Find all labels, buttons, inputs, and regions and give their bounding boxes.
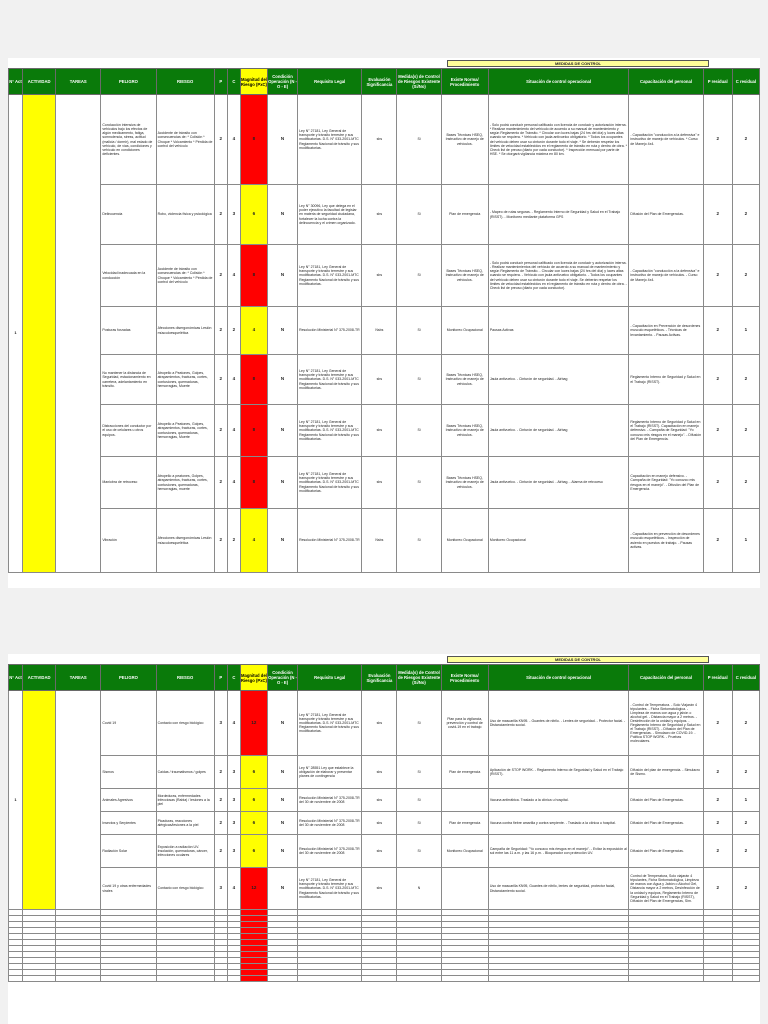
condicion-cell: N [267,789,297,812]
capacitacion-cell: - Capacitación "conducción a la defensiva" e instructivo de manejo de vehículos. - Curso de Manejo 4x4. [629,245,703,307]
requisito-cell: Ley N° 28551 Ley que establece la obligación de elaborar y presentar planes de contingencia [298,756,362,789]
existe-cell: Plan para la vigilancia, prevención y control de covid-19 en el trabajo [441,691,488,756]
magnitud-cell: 6 [240,756,267,789]
c-residual-cell: 2 [732,812,759,835]
p-cell: 2 [214,457,227,509]
p-residual-cell: 2 [703,245,732,307]
p-cell: 3 [214,868,227,910]
p-cell: 2 [214,789,227,812]
empty-cell [629,976,703,982]
empty-cell [267,976,297,982]
capacitacion-cell: Difusión del Plan de Emergencias. [629,789,703,812]
activity-index: 1 [9,95,23,573]
medidas-cell: Si [397,245,441,307]
c-residual-cell: 2 [732,691,759,756]
condicion-cell: N [267,835,297,868]
condicion-cell: N [267,868,297,910]
evaluacion-cell: sbs [362,245,397,307]
risk-matrix-table-2 [8,664,760,982]
situacion-cell: Jaula antivuelco. - Cinturón de seguridad. - Airbag [488,355,629,405]
empty-cell [298,976,362,982]
riesgo-cell: Atropello a peatones, Golpes, atrapamientos, fracturas, cortes, contusiones, quemaduras, hemorragias, muerte [156,457,214,509]
col-peligro: PELIGRO [101,69,156,95]
c-cell: 4 [227,245,240,307]
empty-cell [9,976,23,982]
existe-cell [441,789,488,812]
c-residual-cell: 2 [732,95,759,185]
activity-cell [23,95,56,573]
situacion-cell: Aplicación de STOP WORK. - Reglamento Interno de Seguridad y Salud en el Trabajo (RISST). [488,756,629,789]
requisito-cell: Resolución Ministerial N° 375-2008-TR del 30 de noviembre de 2008 [298,835,362,868]
c-residual-cell: 1 [732,789,759,812]
table-row [9,509,760,573]
evaluacion-cell: sbs [362,691,397,756]
condicion-cell: N [267,405,297,457]
requisito-cell: Resolución Ministerial N° 375-2008-TR [298,509,362,573]
situacion-cell: Vacuna contra fiebre amarilla y contra serpiente. - Traslado a la clínica u hospital. [488,812,629,835]
riesgo-cell: Mordeduras, enfermedades infecciosas (Rabia) / lesiones a la piel [156,789,214,812]
medidas-cell: Si [397,835,441,868]
medidas-cell: N [397,868,441,910]
p-cell: 2 [214,307,227,355]
evaluacion-cell: sbs [362,835,397,868]
capacitacion-cell: Reglamento Interno de Seguridad y Salud en el Trabajo (RISST). Capacitación en manejo defensivo. - Campaña de Seguridad: "Yo conozco mis riesgos en el manejo". - Difusión del Plan de Emergencia. [629,405,703,457]
existe-cell: Monitoreo Ocupacional [441,509,488,573]
peligro-cell: Distracciones del conductor por el uso de celulares u otros equipos. [101,405,156,457]
medidas-cell: Si [397,691,441,756]
c-cell: 2 [227,509,240,573]
empty-cell [240,976,267,982]
capacitacion-cell: Capacitación en manejo defensivo. - Campaña de Seguridad: "Yo conozco mis riesgos en el manejo". - Difusión del Plan de Emergencia. [629,457,703,509]
empty-cell [488,976,629,982]
table-row [9,95,760,185]
situacion-cell: - Solo podrá conducir personal calificado con licencia de conducir y autorización interna. * Realizar mantenimiento del vehículo de acuerdo a su manual de mantenimiento y según Reglamento de Tránsito. * Circular con luces bajas (24 hrs del día) y luces altas cuando se requiera. * Vehículo con jaula antivuelco obligatorio. * Todos los ocupantes del vehículo deben usar su cinturón durante todo el viaje. * Se deberán respetar los límites de velocidad establecidos en el reglamento de tránsito en ruta y dentro de obra. * Check list de preuso (diario por cada conductor). * Inspección mensual por parte de HSE. * Se otorgará vigilancia máxima en 80 km. [488,95,629,185]
peligro-cell: Posturas forzadas [101,307,156,355]
medidas-cell: Si [397,457,441,509]
peligro-cell: Conducción intensiva de vehículos bajo los efectos de algún medicamento, fatiga, somnolencia, stress, actitud (malicia / dormir), mal estado de vehículo, de vías, condiciones y vehículo en condiciones deficientes. [101,95,156,185]
c-residual-cell: 2 [732,405,759,457]
magnitud-cell: 8 [240,405,267,457]
peligro-cell: Vibración [101,509,156,573]
medidas-cell: Si [397,355,441,405]
table-row [9,835,760,868]
magnitud-cell: 8 [240,457,267,509]
p-cell: 3 [214,691,227,756]
c-residual-cell: 2 [732,756,759,789]
peligro-cell: Sismos [101,756,156,789]
requisito-cell: Resolución Ministerial N° 375-2008-TR del 30 de noviembre de 2008 [298,812,362,835]
magnitud-cell: 12 [240,868,267,910]
requisito-cell: Ley N° 27181, Ley General de transporte y tránsito terrestre y sus modificatorias. D.S. N° 033-2001-MTC Reglamento Nacional de tránsito y sus modificatorias. [298,457,362,509]
requisito-cell: Resolución Ministerial N° 375-2008-TR [298,307,362,355]
medidas-cell: Si [397,756,441,789]
medidas-cell: Si [397,405,441,457]
col-medidas: Medida(s) de Control de Riesgos Existente (Si/No) [397,69,441,95]
col-peligro: PELIGRO [101,665,156,691]
p-residual-cell: 2 [703,307,732,355]
evaluacion-cell: sbs [362,789,397,812]
riesgo-cell: Contacto con riesgo biológico [156,691,214,756]
existe-cell: Bases Técnicas HSEQ, Instructivo de manejo de vehículos. [441,245,488,307]
empty-cell [23,976,56,982]
situacion-cell: Vacuna antirrábica. Traslado a la clínica u hospital. [488,789,629,812]
condicion-cell: N [267,185,297,245]
p-cell: 2 [214,756,227,789]
peligro-cell: Covid 19 [101,691,156,756]
situacion-cell: - Mapeo de rutas seguras. - Reglamento Interno de Seguridad y Salud en el Trabajo (RISST). - Monitoreo mediante plataforma GPS [488,185,629,245]
capacitacion-cell: Difusión del plan de emergencia. - Simulacro de Sismo. [629,756,703,789]
peligro-cell: Insectos y Serpientes [101,812,156,835]
col-actividad: ACTIVIDAD [23,665,56,691]
c-residual-cell: 2 [732,868,759,910]
situacion-cell: - Solo podrá conducir personal calificado con licencia de conducir y autorización interna. - Realizar mantenimientos del vehículo de acuerdo a su manual de mantenimiento y según Reglamento de Tránsito. - Circular con luces bajas (24 hrs del día) y luces altas cuando se requiera. - Vehículo con jaula antivuelco obligatorio. - Todos los ocupantes del vehículo deben usar su cinturón durante todo el viaje. Se deberán respetar los límites de velocidad establecidos en el reglamento de tránsito en ruta y dentro de obra. - Check list de preuso (diario por cada conductor). [488,245,629,307]
c-cell: 3 [227,789,240,812]
c-residual-cell: 2 [732,355,759,405]
magnitud-cell: 8 [240,355,267,405]
empty-cell [441,976,488,982]
existe-cell: Plan de emergencia [441,812,488,835]
medidas-cell: Si [397,185,441,245]
evaluacion-cell: sbs [362,868,397,910]
situacion-cell: Jaula antivuelco. - Cinturón de seguridad. - Airbag. - Alarma de retroceso [488,457,629,509]
c-cell: 4 [227,95,240,185]
header-row [9,69,760,95]
header-row-2 [9,665,760,691]
p-residual-cell: 2 [703,789,732,812]
p-residual-cell: 2 [703,457,732,509]
table-row [9,405,760,457]
table-row [9,307,760,355]
c-cell: 3 [227,812,240,835]
capacitacion-cell: - Control de Temperatura. - Solo Viajarán 4 tripulantes. - Ficha Sintomatológica. - Limpieza de manos con agua y jabón o alcohol gel. - Distancia mayor a 2 metros. - Desinfección de la unidad y equipos. - Reglamento Interno de Seguridad y Salud en el Trabajo (RISST). - Difusión del Plan de Emergencias. - Simulacro de COVID-19. - Política STOP WORK. - Pruebas moleculares. [629,691,703,756]
col-requisito: Requisito Legal [298,69,362,95]
existe-cell: Monitoreo Ocupacional [441,835,488,868]
col-requisito: Requisito Legal [298,665,362,691]
p-cell: 2 [214,355,227,405]
col-existe: Existe Norma/ Procedimiento [441,665,488,691]
table-row [9,812,760,835]
table-row [9,355,760,405]
peligro-cell: Covid 19 y otras enfermedades virales [101,868,156,910]
evaluacion-cell: sbs [362,95,397,185]
riesgo-cell: Exposición a radiación UV. Insolación, quemaduras, cáncer, infecciones oculares [156,835,214,868]
table-row [9,457,760,509]
medidas-cell: Si [397,509,441,573]
magnitud-cell: 12 [240,691,267,756]
condicion-cell: N [267,509,297,573]
col-magnitud: Magnitud del Riesgo (PxC) [240,69,267,95]
tasks-cell [56,691,101,910]
c-cell: 4 [227,457,240,509]
c-residual-cell: 1 [732,509,759,573]
c-residual-cell: 2 [732,835,759,868]
col-c-residual: C residual [732,69,759,95]
p-residual-cell: 2 [703,509,732,573]
table-row [9,756,760,789]
existe-cell [441,868,488,910]
condicion-cell: N [267,691,297,756]
p-residual-cell: 2 [703,868,732,910]
situacion-cell: Jaula antivuelco. - Cinturón de seguridad. - Airbag [488,405,629,457]
sheet-page-2 [8,654,760,1024]
empty-cell [397,976,441,982]
requisito-cell: Resolución Ministerial N° 375-2008-TR del 30 de noviembre de 2008 [298,789,362,812]
c-cell: 2 [227,307,240,355]
evaluacion-cell: Nsbs [362,307,397,355]
condicion-cell: N [267,95,297,185]
p-residual-cell: 2 [703,835,732,868]
c-cell: 4 [227,868,240,910]
evaluacion-cell: sbs [362,185,397,245]
condicion-cell: N [267,812,297,835]
requisito-cell: Ley N° 27181, Ley General de transporte y tránsito terrestre y sus modificatorias. D.S. N° 033-2001-MTC Reglamento Nacional de tránsito y sus modificatorias. [298,355,362,405]
requisito-cell: Ley N° 27181, Ley General de transporte y tránsito terrestre y sus modificatorias. D.S. N° 033-2001-MTC Reglamento Nacional de tránsito y sus modificatorias. [298,405,362,457]
p-cell: 2 [214,812,227,835]
magnitud-cell: 6 [240,835,267,868]
c-cell: 3 [227,185,240,245]
peligro-cell: No mantener la distancia de Seguridad, estacionamiento en carretera, adelantamiento en tránsito. [101,355,156,405]
capacitacion-cell: Reglamento Interno de Seguridad y Salud en el Trabajo (RISST). [629,355,703,405]
magnitud-cell: 8 [240,95,267,185]
situacion-cell: Campaña de Seguridad: "Yo conozco mis riesgos en el manejo". - Evitar la exposición al sol entre las 11 a.m. y las 16 p.m. - Bloqueador con protección UV. [488,835,629,868]
condicion-cell: N [267,355,297,405]
col-capacitacion: Capacitación del personal [629,69,703,95]
empty-cell [56,976,101,982]
existe-cell: Bases Técnicas HSEQ, Instructivo de manejo de vehículos. [441,405,488,457]
evaluacion-cell: Nsbs [362,509,397,573]
c-cell: 3 [227,835,240,868]
requisito-cell: Ley N° 27181, Ley General de transporte y tránsito terrestre y sus modificatorias. D.S. N° 033-2001-MTC Reglamento Nacional de tránsito y sus modificatorias. [298,868,362,910]
p-residual-cell: 2 [703,691,732,756]
p-cell: 2 [214,509,227,573]
evaluacion-cell: sbs [362,457,397,509]
requisito-cell: Ley N° 27181, Ley General de transporte y tránsito terrestre y sus modificatorias. D.S. N° 033-2001-MTC Reglamento Nacional de tránsito y sus modificatorias. [298,691,362,756]
magnitud-cell: 4 [240,307,267,355]
p-cell: 2 [214,245,227,307]
existe-cell: Bases Técnicas HSEQ, Instructivo de manejo de vehículos. [441,95,488,185]
col-p: P [214,69,227,95]
c-residual-cell: 1 [732,307,759,355]
evaluacion-cell: sbs [362,355,397,405]
col-riesgo: RIESGO [156,69,214,95]
magnitud-cell: 8 [240,245,267,307]
riesgo-cell: Atropello a Peatones, Golpes, atrapamientos, fracturas, cortes, contusiones, quemaduras, hemorragias, Muerte [156,405,214,457]
empty-cell [156,976,214,982]
col-situacion: Situación de control operacional [488,69,629,95]
col-c-residual: C residual [732,665,759,691]
col-tareas: TAREAS [56,69,101,95]
c-cell: 4 [227,355,240,405]
existe-cell: Monitoreo Ocupacional [441,307,488,355]
riesgo-cell: Atropello a Peatones, Golpes, atrapamientos, fracturas, cortes, contusiones, quemaduras, hemorragias, Muerte [156,355,214,405]
medidas-cell: Si [397,95,441,185]
riesgo-cell: Caídas / traumatismos / golpes [156,756,214,789]
col-riesgo: RIESGO [156,665,214,691]
requisito-cell: Ley N° 27181, Ley General de transporte y tránsito terrestre y sus modificatorias. D.S. N° 033-2001-MTC Reglamento Nacional de tránsito y sus modificatorias. [298,95,362,185]
col-p: P [214,665,227,691]
capacitacion-cell: Control de Temperatura, Solo viajarán 4 tripulantes, Ficha Sintomatológica, Limpieza de manos con Agua y Jabón o Alcohol Gel, Distancia mayor a 2 metros, Desinfección de la unidad y equipos, Reglamento Interno de Seguridad y Salud en el Trabajo (RISST), Difusión del Plan de Emergencias, Sim. [629,868,703,910]
magnitud-cell: 6 [240,185,267,245]
c-residual-cell: 2 [732,245,759,307]
p-residual-cell: 2 [703,185,732,245]
table-row [9,245,760,307]
c-cell: 4 [227,405,240,457]
risk-matrix-table [8,68,760,573]
magnitud-cell: 4 [240,509,267,573]
evaluacion-cell: sbs [362,756,397,789]
capacitacion-cell: Difusión del Plan de Emergencias. [629,812,703,835]
table-row [9,185,760,245]
magnitud-cell: 6 [240,789,267,812]
p-cell: 2 [214,185,227,245]
peligro-cell: Animales Agresivos [101,789,156,812]
p-residual-cell: 2 [703,812,732,835]
capacitacion-cell: Difusión del Plan de Emergencias. [629,835,703,868]
col-evaluacion: Evaluación Significancia [362,69,397,95]
peligro-cell: Velocidad inadecuada en la conducción [101,245,156,307]
medidas-cell: Si [397,789,441,812]
table-row [9,691,760,756]
p-residual-cell: 2 [703,405,732,457]
p-cell: 2 [214,835,227,868]
peligro-cell: Maniobra de retroceso [101,457,156,509]
riesgo-cell: Accidente de tránsito con consecuencias de: * Colisión * Choque * Volcamiento * Pérdida de control del vehículo [156,95,214,185]
col-p-residual: P residual [703,69,732,95]
control-measures-banner-2: MEDIDAS DE CONTROL [447,656,709,663]
empty-cell [214,976,227,982]
activity-index: 1 [9,691,23,910]
medidas-cell: Si [397,307,441,355]
col-c: C [227,665,240,691]
c-cell: 3 [227,756,240,789]
col-tareas: TAREAS [56,665,101,691]
existe-cell: Bases Técnicas HSEQ, Instructivo de manejo de vehículos. [441,457,488,509]
requisito-cell: Ley N° 27181, Ley General de transporte y tránsito terrestre y sus modificatorias. D.S. N° 033-2001-MTC Reglamento Nacional de tránsito y sus modificatorias. [298,245,362,307]
table-row [9,868,760,910]
col-evaluacion: Evaluación Significancia [362,665,397,691]
col-situacion: Situación de control operacional [488,665,629,691]
p-residual-cell: 2 [703,756,732,789]
col-p-residual: P residual [703,665,732,691]
col-c: C [227,69,240,95]
medidas-cell: Si [397,812,441,835]
condicion-cell: N [267,307,297,355]
empty-cell [362,976,397,982]
c-residual-cell: 2 [732,185,759,245]
capacitacion-cell: Difusión del Plan de Emergencias. [629,185,703,245]
peligro-cell: Delincuencia [101,185,156,245]
col-condicion: Condición Operación (N - O - E) [267,665,297,691]
riesgo-cell: Accidente de tránsito con consecuencias de: * Colisión * Choque * Volcamiento * Pérdida de control del vehículo [156,245,214,307]
situacion-cell: Uso de mascarilla KN95, Guantes de nitrilo, lentes de seguridad, protector facial, Distanciamiento social. [488,868,629,910]
condicion-cell: N [267,756,297,789]
riesgo-cell: Picaduras, reacciones alérgicas/lesiones a la piel [156,812,214,835]
empty-cell [703,976,732,982]
p-cell: 2 [214,405,227,457]
table-row [9,789,760,812]
empty-cell [101,976,156,982]
p-residual-cell: 2 [703,95,732,185]
control-measures-banner: MEDIDAS DE CONTROL [447,60,709,67]
col-magnitud: Magnitud del Riesgo (PxC) [240,665,267,691]
condicion-cell: N [267,245,297,307]
activity-cell [23,691,56,910]
empty-cell [227,976,240,982]
col-n: N° Act [9,665,23,691]
capacitacion-cell: - Capacitación en Prevención de desordenes musculo esqueléticos. - Técnicas de levantamiento. - Pausas Activas. [629,307,703,355]
situacion-cell: Pausas Activas [488,307,629,355]
situacion-cell: Monitoreo Ocupacional [488,509,629,573]
c-cell: 4 [227,691,240,756]
col-actividad: ACTIVIDAD [23,69,56,95]
requisito-cell: Ley N° 30096, Ley que delega en el poder ejecutivo la facultad de legislar en materia de seguridad ciudadana, fortalecer la lucha contra la delincuencia y el crimen organizado. [298,185,362,245]
existe-cell: Plan de emergencia [441,185,488,245]
col-medidas: Medida(s) de Control de Riesgos Existente (Si/No) [397,665,441,691]
riesgo-cell: Afecciones disergonómicas Lesión músculoesquelética [156,509,214,573]
col-capacitacion: Capacitación del personal [629,665,703,691]
capacitacion-cell: - Capacitación en prevención de desordenes musculo esqueléticos. - Inspección de asiento en puestos de trabajo. - Pausas activas. [629,509,703,573]
evaluacion-cell: sbs [362,405,397,457]
empty-row [9,976,760,982]
p-cell: 2 [214,95,227,185]
p-residual-cell: 2 [703,355,732,405]
peligro-cell: Radiación Solar [101,835,156,868]
col-condicion: Condición Operación (N - O - E) [267,69,297,95]
condicion-cell: N [267,457,297,509]
existe-cell: Plan de emergencia [441,756,488,789]
riesgo-cell: Afecciones disergonómicas Lesión músculoesquelética [156,307,214,355]
riesgo-cell: Contacto con riesgo biológico [156,868,214,910]
evaluacion-cell: sbs [362,812,397,835]
capacitacion-cell: - Capacitación "conducción a la defensiva" e instructivo de manejo de vehículos. * Curso de Manejo 4x4. [629,95,703,185]
c-residual-cell: 2 [732,457,759,509]
tasks-cell [56,95,101,573]
riesgo-cell: Robo, violencia física y psicológica [156,185,214,245]
col-n: N° Act [9,69,23,95]
situacion-cell: Uso de mascarilla KN95. - Guantes de nitrilo. - Lentes de seguridad. - Protector facial. - Distanciamiento social. [488,691,629,756]
magnitud-cell: 6 [240,812,267,835]
col-existe: Existe Norma/ Procedimiento [441,69,488,95]
empty-cell [732,976,759,982]
existe-cell: Bases Técnicas HSEQ, Instructivo de manejo de vehículos. [441,355,488,405]
sheet-page-1 [8,58,760,588]
